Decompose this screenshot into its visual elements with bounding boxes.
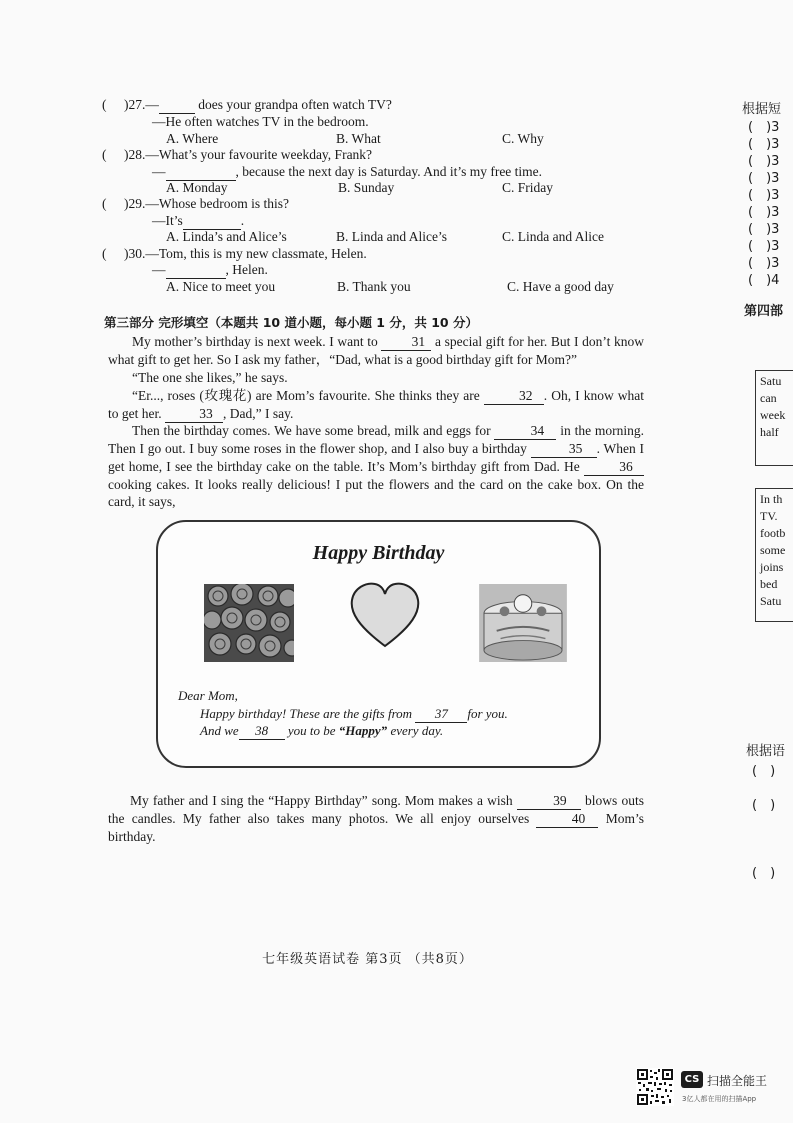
right-col-item[interactable]: ( )3 (748, 154, 780, 169)
card-title: Happy Birthday (312, 542, 445, 564)
option-b[interactable]: B. Linda and Alice’s (336, 229, 447, 244)
camscanner-brand: 扫描全能王 (707, 1074, 768, 1088)
blank-35[interactable]: 35 (531, 440, 597, 458)
question-stem: does your grandpa often watch TV? (194, 97, 392, 112)
right-col-answer-paren[interactable]: ( ) (752, 798, 776, 813)
right-col-answer-paren[interactable]: ( ) (752, 764, 776, 779)
right-col-heading-3: 根据语 (746, 744, 786, 759)
option-a[interactable]: A. Nice to meet you (166, 279, 276, 294)
card-line-2: And we 38 you to be “Happy” every day. (200, 723, 444, 738)
right-col-item[interactable]: ( )3 (748, 205, 780, 220)
answer-paren[interactable]: ( (102, 147, 107, 162)
question-stem: —What’s your favourite weekday, Frank? (145, 147, 373, 162)
option-c[interactable]: C. Have a good day (507, 279, 614, 294)
option-a[interactable]: A. Linda’s and Alice’s (166, 229, 287, 244)
blank-32[interactable]: 32 (484, 387, 544, 405)
right-col-heading-1: 根据短 (742, 102, 782, 117)
card-greeting: Dear Mom, (178, 688, 238, 703)
cake-image (478, 584, 568, 662)
heart-image (348, 580, 422, 650)
passage-paragraph-2: “The one she likes,” he says. (132, 370, 288, 385)
question-stem: —Tom, this is my new classmate, Helen. (145, 246, 367, 261)
right-col-item[interactable]: ( )3 (748, 222, 780, 237)
section-3-title: 第三部分 完形填空（本题共 10 道小题，每小题 1 分，共 10 分） (104, 315, 478, 330)
question-answer-line: —He often watches TV in the bedroom. (152, 114, 369, 129)
blank-37[interactable]: 37 (415, 706, 467, 723)
qr-code-icon (636, 1068, 674, 1106)
roses-image (204, 584, 294, 662)
option-a[interactable]: A. Where (166, 131, 219, 146)
answer-blank[interactable] (159, 97, 195, 114)
card-line-1: Happy birthday! These are the gifts from 37 for you. (200, 706, 508, 721)
right-col-item[interactable]: ( )3 (748, 188, 780, 203)
question-stem: —Whose bedroom is this? (145, 196, 289, 211)
right-col-item[interactable]: ( )3 (748, 137, 780, 152)
answer-paren[interactable]: ( (102, 196, 107, 211)
blank-31[interactable]: 31 (381, 333, 431, 351)
passage-paragraph-5: My father and I sing the “Happy Birthday” song. Mom makes a wish 39 blows outs the candles. My father also takes many photos. We all enjoy ourselves 40 Mom’s birthday. (108, 793, 644, 844)
question-number: 30 (128, 246, 142, 261)
option-c[interactable]: C. Why (502, 131, 544, 146)
blank-39[interactable]: 39 (517, 792, 581, 810)
option-b[interactable]: B. Thank you (337, 279, 411, 294)
camscanner-tagline: 3亿人都在用的扫描App (682, 1095, 757, 1103)
option-b[interactable]: B. What (336, 131, 381, 146)
right-col-item[interactable]: ( )3 (748, 256, 780, 271)
right-col-item[interactable]: ( )3 (748, 120, 780, 135)
camscanner-logo: CS (681, 1071, 703, 1088)
right-col-item[interactable]: ( )3 (748, 171, 780, 186)
right-col-item[interactable]: ( )4 (748, 273, 780, 288)
passage-paragraph-3: “Er..., roses (玫瑰花) are Mom’s favourite. She thinks they are 32 . Oh, I know what to get her. 33 , Dad,” I say. (108, 388, 644, 421)
option-c[interactable]: C. Friday (502, 180, 554, 195)
right-col-answer-paren[interactable]: ( ) (752, 866, 776, 881)
passage-paragraph-4: Then the birthday comes. We have some bread, milk and eggs for 34 in the morning. Then I go out. I buy some roses in the flower shop, and I also buy a birthday 35 . When I get home, I see the birthday cake on the table. It’s Mom’s birthday gift from Dad. He 36 cooking cakes. It looks really delicious! I put the flowers and the card on the cake box. On the card, it says, (108, 423, 644, 509)
blank-40[interactable]: 40 (536, 810, 598, 828)
right-col-heading-2: 第四部 (744, 304, 784, 319)
right-col-text-box-2: In th TV. footb some joins bed Satu (755, 488, 793, 622)
right-col-text-box-1: Satu can week half (755, 370, 793, 466)
option-b[interactable]: B. Sunday (338, 180, 395, 195)
blank-33[interactable]: 33 (165, 405, 223, 423)
birthday-card (156, 520, 601, 768)
blank-38[interactable]: 38 (239, 723, 285, 740)
blank-34[interactable]: 34 (494, 422, 556, 440)
question-number: 27 (128, 97, 142, 112)
answer-blank[interactable] (166, 164, 236, 181)
passage-paragraph-1: My mother’s birthday is next week. I want to 31 a special gift for her. But I don’t know what gift to get her. So I ask my father，“Dad, what is a good birthday gift for Mom?” (108, 334, 644, 367)
page-footer: 七年级英语试卷 第3页 （共8页） (262, 952, 473, 967)
answer-paren[interactable]: ( (102, 97, 107, 112)
option-c[interactable]: C. Linda and Alice (502, 229, 604, 244)
answer-blank[interactable] (166, 262, 226, 279)
option-a[interactable]: A. Monday (166, 180, 228, 195)
question-number: 29 (128, 196, 142, 211)
answer-paren[interactable]: ( (102, 246, 107, 261)
blank-36[interactable]: 36 (584, 458, 644, 476)
question-number: 28 (128, 147, 142, 162)
right-col-item[interactable]: ( )3 (748, 239, 780, 254)
answer-blank[interactable] (183, 213, 241, 230)
